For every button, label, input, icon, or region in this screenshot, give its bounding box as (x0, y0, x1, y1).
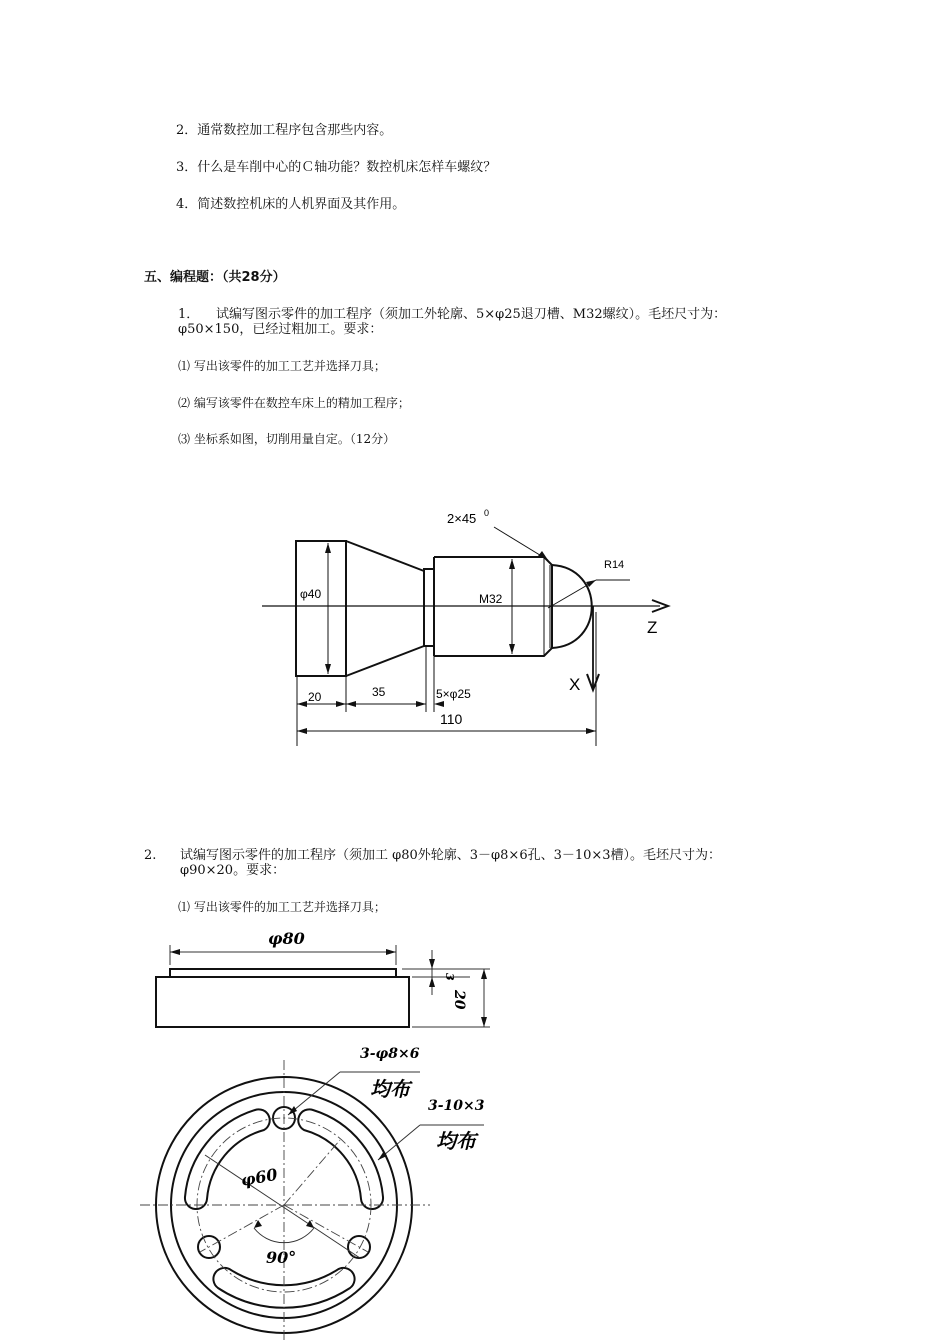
dim-3-label: 3 (443, 973, 456, 981)
problem-1-item-3: ⑶ 坐标系如图，切削用量自定。（12分） (178, 432, 396, 446)
problem-2-number: 2. (144, 848, 157, 863)
problem-1-item-1: ⑴ 写出该零件的加工工艺并选择刀具； (178, 359, 386, 373)
dim-20-side-label: 20 (451, 990, 467, 1010)
dim-20-label: 20 (308, 690, 322, 704)
dim-110-label: 110 (440, 711, 463, 727)
chamfer-degree: 0 (484, 508, 490, 518)
section-heading: 五、编程题：（共28分） (144, 270, 286, 285)
holes-label: 3-φ8×6 (360, 1046, 420, 1062)
angle-label: 90° (266, 1248, 297, 1267)
problem-1-number: 1． (178, 307, 200, 322)
question-2: 2．通常数控加工程序包含那些内容。 (176, 123, 393, 138)
slots-label: 3-10×3 (428, 1098, 485, 1114)
dim-35-label: 35 (372, 685, 386, 699)
thread-label: M32 (479, 592, 503, 606)
problem-2-item-1: ⑴ 写出该零件的加工工艺并选择刀具； (178, 900, 386, 914)
holes-note: 均布 (370, 1077, 410, 1101)
problem-1-line2: φ50×150，已经过粗加工。要求： (178, 322, 383, 337)
diameter-60-label: φ60 (239, 1164, 279, 1190)
problem-2-line1: 试编写图示零件的加工程序（须加工 φ80外轮廓、3－φ8×6孔、3－10×3槽）。毛坯尺寸为： (180, 848, 722, 863)
radius-label: R14 (604, 559, 625, 571)
question-4: 4．简述数控机床的人机界面及其作用。 (176, 197, 406, 212)
slots-note: 均布 (436, 1129, 476, 1153)
question-3: 3．什么是车削中心的Ｃ轴功能？数控机床怎样车螺纹？ (176, 160, 497, 175)
groove-label: 5×φ25 (436, 687, 471, 701)
x-axis-label: X (569, 675, 581, 694)
z-axis-label: Z (647, 618, 658, 637)
diameter-80-label: φ80 (268, 929, 305, 948)
problem-1-item-2: ⑵ 编写该零件在数控车床上的精加工程序； (178, 396, 410, 410)
diameter-40-label: φ40 (300, 587, 322, 601)
chamfer-label: 2×45 (447, 511, 477, 526)
problem-1-line1: 试编写图示零件的加工程序（须加工外轮廓、5×φ25退刀槽、M32螺纹）。毛坯尺寸为： (216, 307, 727, 322)
problem-2-line2: φ90×20。要求： (180, 863, 286, 878)
